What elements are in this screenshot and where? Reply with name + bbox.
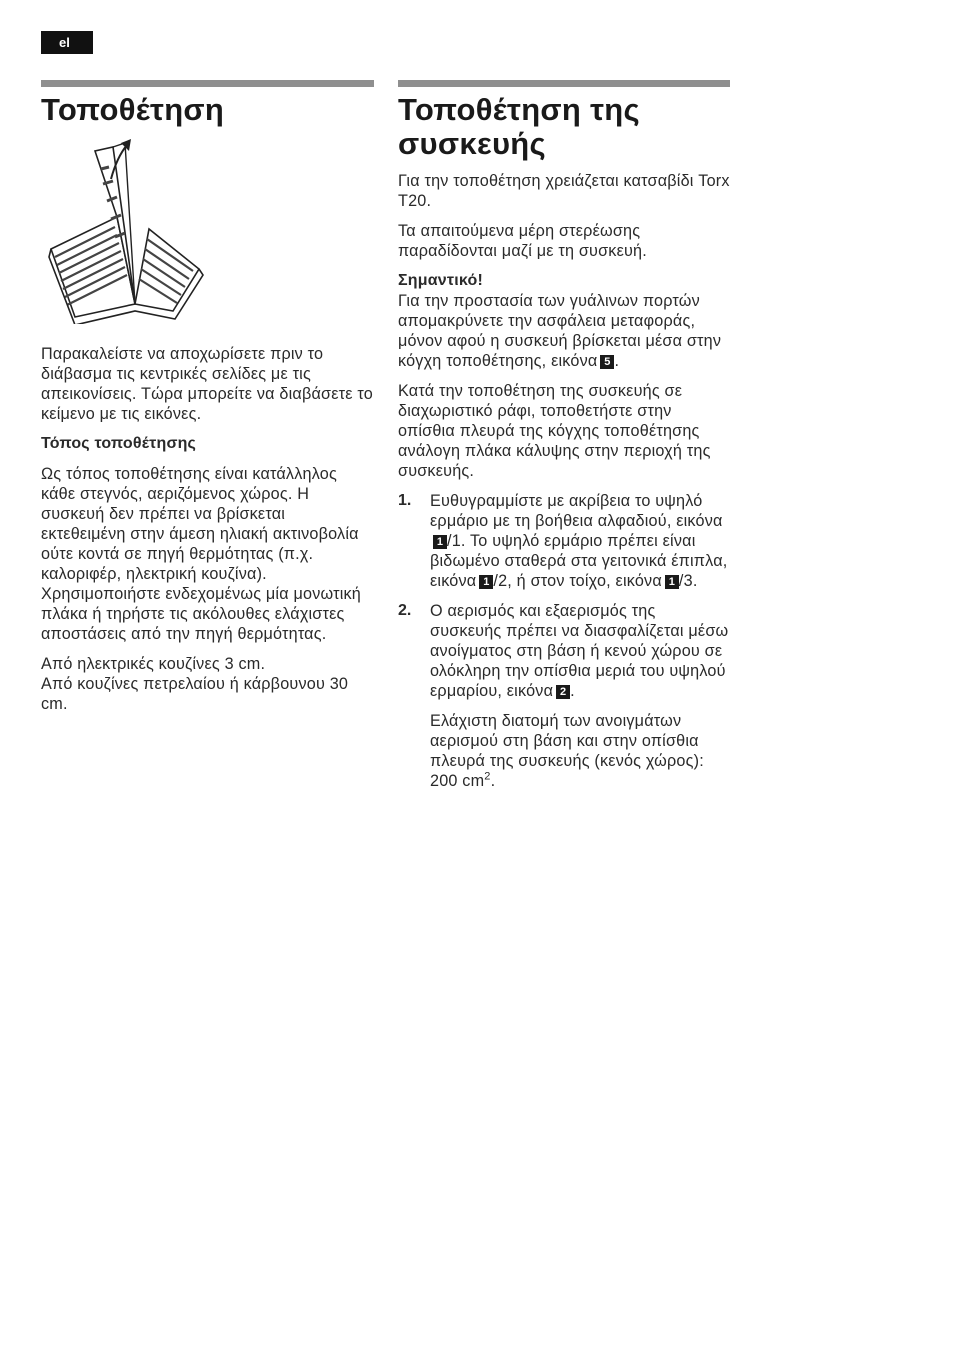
step-number: 1.: [398, 492, 412, 509]
figure-ref-badge: 1: [433, 535, 447, 549]
important-label: Σημαντικό!: [398, 272, 483, 289]
language-tab: el: [41, 31, 93, 54]
section-rule: [41, 80, 374, 87]
tool-paragraph: Για την τοποθέτηση χρειάζεται κατσαβίδι Torx T20.: [398, 172, 730, 210]
left-column: [41, 80, 374, 714]
figure-ref-badge: 5: [600, 355, 614, 369]
parts-paragraph: Τα απαιτούμενα μέρη στερέωσης παραδίδονται μαζί με τη συσκευή.: [398, 222, 647, 260]
page-title: Τοποθέτηση: [41, 92, 225, 127]
open-book-icon: [47, 139, 207, 324]
shelf-paragraph: Κατά την τοποθέτηση της συσκευής σε διαχωριστικό ράφι, τοποθετήστε στην οπίσθια πλευρά της κόγχης τοποθέτησης ανάλογη πλάκα κάλυψης στην περιοχή της συσκευής.: [398, 382, 711, 480]
section-title: Τοποθέτηση της συσκευής: [398, 92, 640, 161]
ventilation-note: Ελάχιστη διατομή των ανοιγμάτων αερισμού στη βάση και στην οπίσθια πλευρά της συσκευής (κενός χώρος): 200 $cm^2$.: [430, 712, 704, 790]
right-column: [398, 80, 730, 801]
figure-ref-badge: 1: [665, 575, 679, 589]
step-item: 2. Ο αερισμός και εξαερισμός της συσκευής πρέπει να διασφαλίζεται μέσω ανοίγματος στη βάση ή κενού χώρου σε ολόκληρη την οπίσθια μεριά του υψηλού ερμαρίου, εικόνα 2 . Ελάχιστη διατομή των ανοιγμάτων αερισμού στη βάση και στην οπίσθια πλευρά της συσκευής (κενός χώρος): 200 $cm^2$.: [398, 602, 729, 790]
steps-list: [398, 491, 730, 791]
distance-electric: Από ηλεκτρικές κουζίνες 3 cm.: [41, 655, 266, 673]
figure-ref-badge: 1: [479, 575, 493, 589]
figure-ref-badge: 2: [556, 685, 570, 699]
step-number: 2.: [398, 602, 412, 619]
section-rule: [398, 80, 730, 87]
important-paragraph: Για την προστασία των γυάλινων πορτών απομακρύνετε την ασφάλεια μεταφοράς, μόνον αφού η συσκευή βρίσκεται μέσα στην κόγχη τοποθέτησης, εικόνα 5 .: [398, 292, 722, 370]
step-item: 1. Ευθυγραμμίστε με ακρίβεια το υψηλό ερμάριο με τη βοήθεια αλφαδιού, εικόνα1 /1. Το υψηλό ερμάριο πρέπει είναι βιδωμένο σταθερά στα γειτονικά έπιπλα, εικόνα 1 /2, ή στον τοίχο, εικόνα 1 /3.: [398, 492, 728, 590]
distance-oil-coal: Από κουζίνες πετρελαίου ή κάρβουνου 30 cm.: [41, 675, 349, 713]
location-paragraph: Ως τόπος τοποθέτησης είναι κατάλληλος κάθε στεγνός, αεριζόμενος χώρος. Η συσκευή δεν πρέπει να βρίσκεται εκτεθειμένη στην άμεση ηλιακή ακτινοβολία ούτε κοντά σε πηγή θερμότητας (π.χ. καλοριφέρ, ηλεκτρική κουζίνα). Χρησιμοποιήστε ενδεχομένως μία μονωτική πλάκα ή τηρήστε τις ακόλουθες ελάχιστες αποστάσεις από την πηγή θερμότητας.: [41, 465, 362, 643]
intro-paragraph: Παρακαλείστε να αποχωρίσετε πριν το διάβασμα τις κεντρικές σελίδες με τις απεικονίσεις. Τώρα μπορείτε να διαβάσετε το κείμενο με τις εικόνες.: [41, 345, 373, 423]
location-heading: Τόπος τοποθέτησης: [41, 435, 197, 452]
